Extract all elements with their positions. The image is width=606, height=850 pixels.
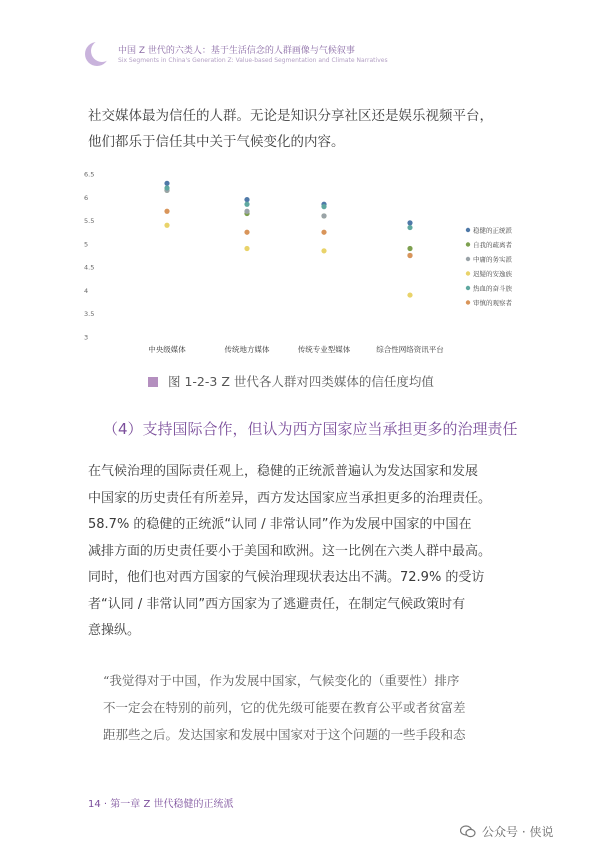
body-line: 中国家的历史责任有所差异，西方发达国家应当承担更多的治理责任。 — [88, 490, 492, 506]
watermark — [460, 823, 553, 840]
data-point — [244, 197, 249, 202]
data-point — [407, 225, 412, 230]
intro-paragraph — [88, 103, 528, 155]
data-point — [321, 248, 326, 253]
body-line: 在气候治理的国际责任观上，稳健的正统派普遍认为发达国家和发展 — [88, 464, 479, 479]
body-paragraph — [88, 459, 528, 645]
body-line: 意操纵。 — [88, 623, 141, 638]
page-footer: 14 · 第一章 Z 世代稳健的正统派 — [88, 799, 234, 810]
data-point — [164, 223, 169, 228]
legend-marker — [466, 257, 470, 261]
y-tick-label: 5 — [84, 240, 89, 249]
y-tick-label: 4.5 — [84, 263, 95, 272]
data-point — [164, 209, 169, 214]
legend-marker — [466, 228, 470, 232]
quote-line: “我觉得对于中国，作为发展中国家，气候变化的（重要性）排序 — [103, 673, 460, 688]
data-point — [321, 204, 326, 209]
data-point — [244, 209, 249, 214]
section-heading: （4）支持国际合作，但认为西方国家应当承担更多的治理责任 — [103, 420, 518, 438]
legend-label: 稳健的正统派 — [473, 226, 512, 235]
data-point — [164, 185, 169, 190]
legend-label: 中庸的务实派 — [473, 255, 512, 264]
crescent-logo-icon — [83, 40, 111, 68]
y-tick-label: 6.5 — [84, 170, 95, 179]
data-point — [407, 253, 412, 258]
legend-label: 自我的疏离者 — [473, 241, 512, 249]
header-title: 中国 Z 世代的六类人：基于生活信念的人群画像与气候叙事 — [118, 46, 355, 56]
body-line: 减排方面的历史责任要小于美国和欧洲。这一比例在六类人群中最高。 — [88, 543, 492, 559]
x-category-label: 综合性网络资讯平台 — [376, 345, 444, 354]
y-tick-label: 4 — [84, 286, 89, 295]
data-point — [321, 230, 326, 235]
x-category-label: 传统地方媒体 — [224, 345, 270, 354]
legend-marker — [466, 242, 470, 246]
x-category-label: 中央级媒体 — [148, 345, 186, 354]
data-point — [244, 246, 249, 251]
legend-marker — [466, 286, 470, 290]
data-point — [164, 181, 169, 186]
body-line: 58.7% 的稳健的正统派“认同 / 非常认同”作为发展中国家的中国在 — [88, 517, 472, 532]
wechat-icon — [460, 825, 476, 838]
legend-label: 热血的奋斗族 — [473, 284, 512, 293]
data-point — [407, 246, 412, 251]
y-tick-label: 3.5 — [84, 310, 95, 319]
body-line: 者“认同 / 非常认同”西方国家为了逃避责任，在制定气候政策时有 — [88, 596, 466, 612]
intro-line: 他们都乐于信任其中关于气候变化的内容。 — [88, 134, 345, 150]
legend-label: 审慎的观察者 — [473, 299, 512, 307]
body-line: 同时，他们也对西方国家的气候治理现状表达出不满。72.9% 的受访 — [88, 570, 485, 585]
intro-line: 社交媒体最为信任的人群。无论是知识分享社区还是娱乐视频平台， — [88, 108, 493, 124]
data-point — [321, 213, 326, 218]
x-category-label: 传统专业型媒体 — [297, 345, 351, 354]
legend-label: 迟疑的安逸族 — [473, 270, 512, 278]
interview-quote — [103, 667, 523, 748]
y-tick-label: 6 — [84, 193, 89, 202]
caption-marker — [148, 377, 158, 387]
quote-line: 不一定会在特别的前列，它的优先级可能要在教育公平或者贫富差 — [103, 700, 466, 715]
y-tick-label: 5.5 — [84, 217, 95, 226]
legend-marker — [466, 300, 470, 304]
y-tick-label: 3 — [84, 333, 89, 342]
trust-scatter-chart — [84, 166, 524, 366]
legend-marker — [466, 271, 470, 275]
data-point — [244, 230, 249, 235]
data-point — [244, 202, 249, 207]
data-point — [407, 292, 412, 297]
figure-caption: 图 1-2-3 Z 世代各人群对四类媒体的信任度均值 — [168, 374, 434, 389]
header-subtitle: Six Segments in China's Generation Z: Value-based Segmentation and Climate Narratives — [118, 57, 388, 64]
data-point — [407, 220, 412, 225]
quote-line: 距那些之后。发达国家和发展中国家对于这个问题的一些手段和态 — [103, 727, 466, 742]
watermark-text: 公众号 · 侠说 — [482, 825, 554, 839]
